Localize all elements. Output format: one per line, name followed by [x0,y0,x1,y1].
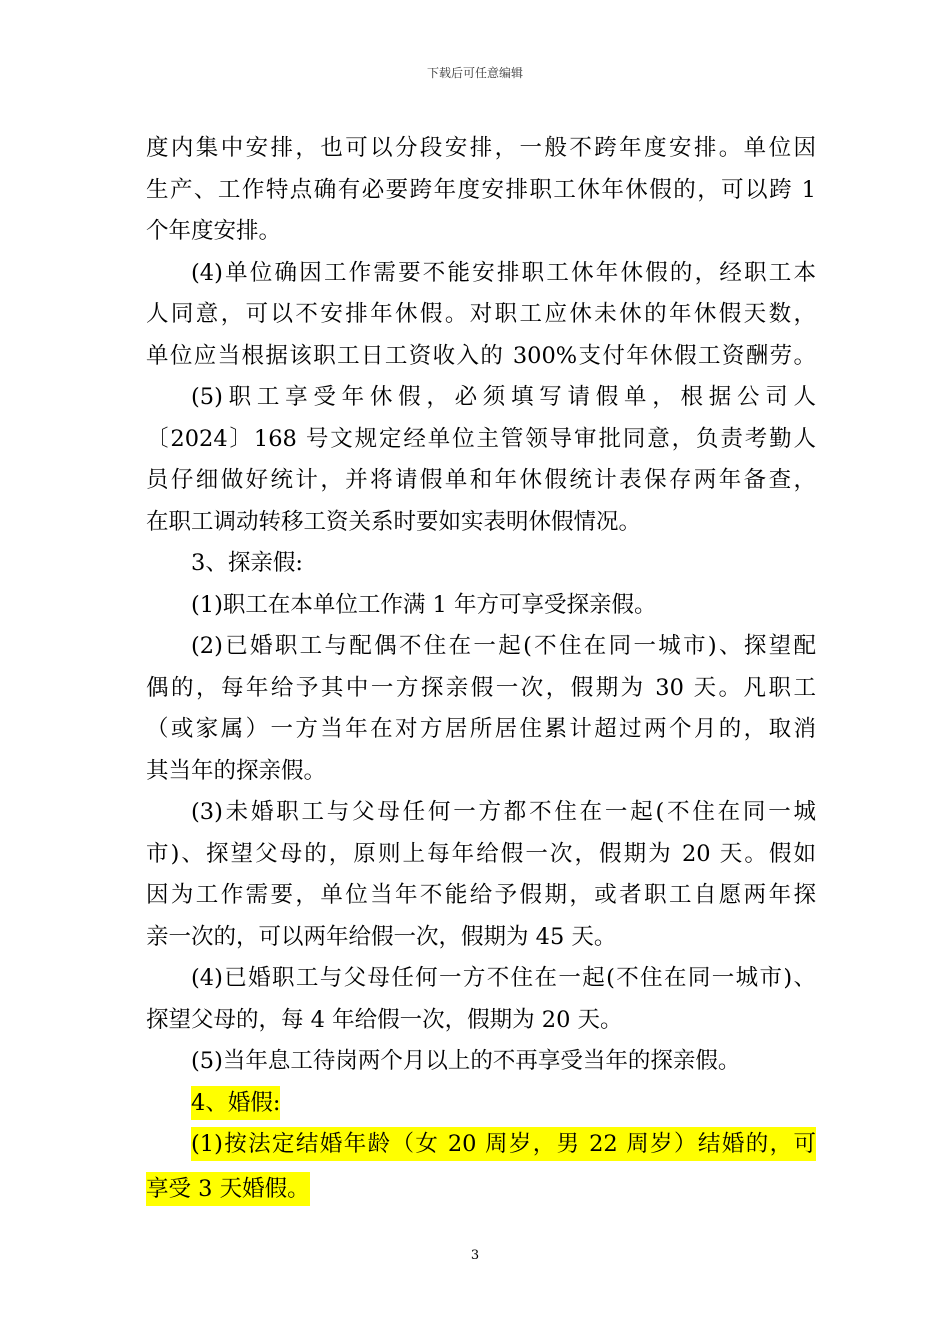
text-line: (5)职工享受年休假，必须填写请假单，根据公司人 [191,384,816,410]
highlighted-line [146,1169,816,1211]
highlighted-text: 4、婚假: [191,1086,280,1120]
text-line: (4)已婚职工与父母任何一方不住在一起(不住在同一城市)、 [191,965,816,991]
text-line: 员仔细做好统计，并将请假单和年休假统计表保存两年备查， [146,467,816,493]
text-line: 个年度安排。 [146,218,282,244]
highlighted-line [146,1127,816,1169]
document-body [146,128,816,1210]
text-line: (5)当年息工待岗两个月以上的不再享受当年的探亲假。 [191,1048,741,1074]
text-line: 生产、工作特点确有必要跨年度安排职工休年休假的，可以跨 1 [146,176,816,203]
text-line: （或家属）一方当年在对方居所居住累计超过两个月的，取消 [146,716,816,742]
text-line: (3)未婚职工与父母任何一方都不住在一起(不住在同一城 [191,799,816,825]
highlighted-section-heading [146,1083,816,1125]
text-line: 〔2024〕168 号文规定经单位主管领导审批同意，负责考勤人 [146,425,816,452]
text-line: (4)单位确因工作需要不能安排职工休年休假的，经职工本 [191,259,816,286]
text-line: (1)职工在本单位工作满 1 年方可享受探亲假。 [191,591,657,618]
section-heading: 3、探亲假: [191,550,303,576]
text-line: 探望父母的，每 4 年给假一次，假期为 20 天。 [146,1006,623,1033]
text-line: 因为工作需要，单位当年不能给予假期，或者职工自愿两年探 [146,882,816,908]
text-line: 单位应当根据该职工日工资收入的 300%支付年休假工资酬劳。 [146,342,816,369]
text-line: 度内集中安排，也可以分段安排，一般不跨年度安排。单位因 [146,135,816,161]
highlighted-text: 享受 3 天婚假。 [146,1172,310,1206]
highlighted-text: (1)按法定结婚年龄（女 20 周岁，男 22 周岁）结婚的，可 [191,1127,816,1161]
text-line: 偶的，每年给予其中一方探亲假一次，假期为 30 天。凡职工 [146,674,816,701]
text-line: 市)、探望父母的，原则上每年给假一次，假期为 20 天。假如 [146,840,816,867]
text-line: 亲一次的，可以两年给假一次，假期为 45 天。 [146,923,617,950]
text-line: 人同意，可以不安排年休假。对职工应休未休的年休假天数， [146,301,816,327]
page-number: 3 [470,1248,480,1263]
text-line: 其当年的探亲假。 [146,757,327,784]
text-line: 在职工调动转移工资关系时要如实表明休假情况。 [146,508,642,535]
text-line: (2)已婚职工与配偶不住在一起(不住在同一城市)、探望配 [191,633,816,659]
page-header: 下载后可任意编辑 [426,66,523,80]
